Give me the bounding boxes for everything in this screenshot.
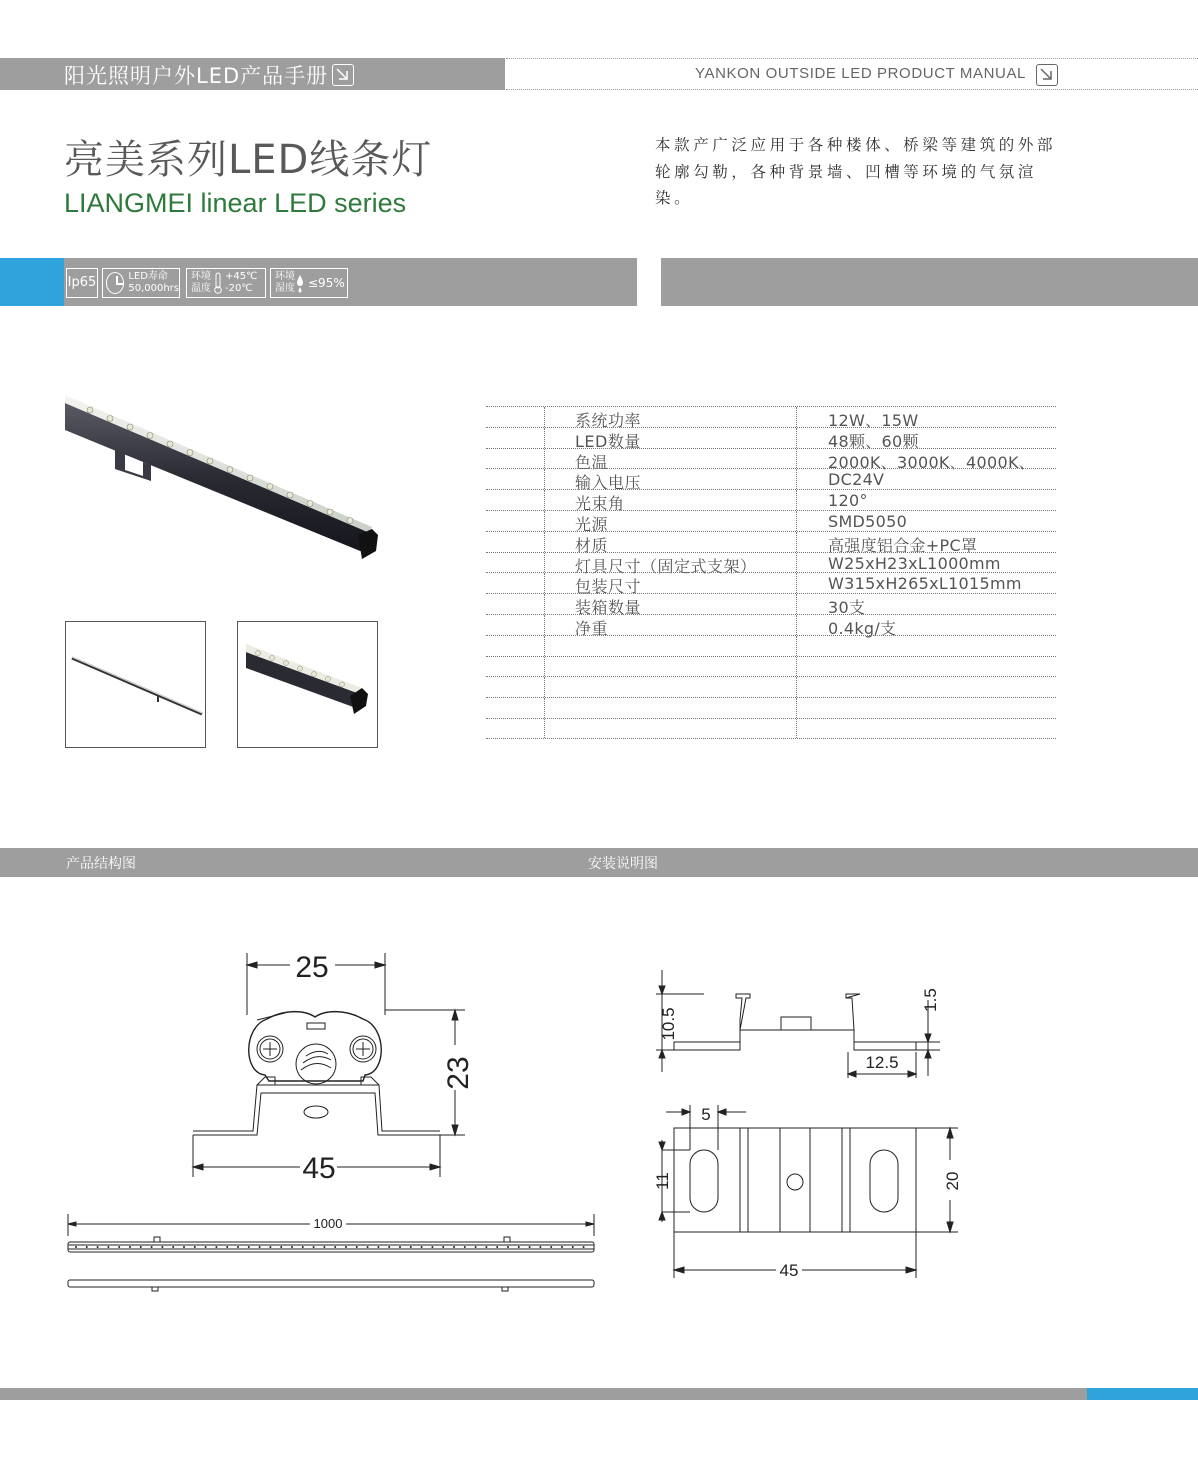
dim-width: 25 [295, 951, 329, 984]
led-dot [151, 1246, 153, 1248]
led-life-label: LED寿命 [128, 271, 168, 282]
product-thumbnail-detail[interactable] [237, 621, 378, 748]
hum-label: 环境 [275, 271, 295, 282]
led-dot [475, 1246, 477, 1248]
table-row [486, 510, 1056, 534]
ip-rating: Ip65 [67, 275, 97, 290]
hum-label-2: 湿度 [275, 283, 295, 294]
arrow-box-icon [332, 64, 354, 86]
led-dot [334, 1246, 336, 1248]
spec-key: 系统功率 [575, 411, 642, 430]
led-dot [572, 1246, 574, 1248]
led-dot [291, 1246, 293, 1248]
led-dot [485, 1246, 487, 1248]
table-row [486, 676, 1056, 697]
led-dot [215, 1246, 217, 1248]
temp-label-2: 温度 [191, 283, 211, 294]
humidity-badge [270, 268, 348, 298]
length-drawing [62, 1212, 602, 1298]
spec-value: SMD5050 [828, 511, 908, 531]
spec-key: 光源 [575, 514, 609, 534]
accent-bar [0, 258, 64, 306]
feature-bar-right [661, 258, 1198, 306]
led-dot [345, 1246, 347, 1248]
section-install-title: 安装说明图 [588, 856, 658, 872]
led-dot [496, 1246, 498, 1248]
led-dot [75, 1246, 77, 1248]
led-dot [464, 1246, 466, 1248]
led-dot [561, 1246, 563, 1248]
spec-value: 30支 [828, 598, 866, 618]
led-dot [410, 1246, 412, 1248]
arrow-box-icon [1036, 64, 1058, 86]
product-thumbnail-full[interactable] [65, 621, 206, 748]
led-dot [399, 1246, 401, 1248]
page-title-cn: 亮美系列LED线条灯 [64, 137, 433, 183]
led-dot [529, 1246, 531, 1248]
section-structure-title: 产品结构图 [66, 856, 136, 872]
dim-slot-height: 11 [653, 1172, 672, 1190]
spec-value: 0.4kg/支 [828, 618, 897, 638]
led-dot [248, 1246, 250, 1248]
spec-table [486, 406, 1056, 739]
installation-drawing [648, 960, 962, 1290]
led-dot [583, 1246, 585, 1248]
table-row [486, 572, 1056, 597]
cross-section-drawing [185, 945, 485, 1185]
product-image [60, 395, 390, 575]
led-dot [323, 1246, 325, 1248]
led-dot [237, 1246, 239, 1248]
led-dot [269, 1246, 271, 1248]
temp-high: +45℃ [225, 271, 258, 282]
table-row [486, 656, 1056, 677]
dim-plate-height: 20 [943, 1171, 962, 1191]
table-row [486, 635, 1056, 656]
product-detail-view [238, 622, 377, 747]
table-row [486, 427, 1056, 451]
product-full-view [66, 622, 205, 747]
led-dot [183, 1246, 185, 1248]
spec-value: 48颗、60颗 [828, 431, 919, 451]
led-dot [226, 1246, 228, 1248]
led-dot [280, 1246, 282, 1248]
led-dot [507, 1246, 509, 1248]
led-dot [194, 1246, 196, 1248]
led-dot [86, 1246, 88, 1248]
temperature-badge [186, 268, 266, 298]
table-row [486, 614, 1056, 638]
led-dot [453, 1246, 455, 1248]
table-row [486, 593, 1056, 618]
table-row [486, 406, 1056, 430]
thermometer-icon [212, 271, 224, 295]
led-dot [259, 1246, 261, 1248]
header-right-bar [506, 58, 1198, 90]
table-row [486, 697, 1056, 718]
led-life-value: 50,000hrs [128, 283, 179, 294]
led-dot [367, 1246, 369, 1248]
dim-height: 23 [442, 1056, 475, 1090]
spec-key: LED数量 [575, 431, 641, 451]
dim-slot-width: 5 [701, 1105, 711, 1124]
spec-key: 色温 [575, 452, 609, 472]
dim-bracket-height: 10.5 [659, 1007, 678, 1041]
header-left-bar [0, 58, 505, 90]
table-row [486, 448, 1056, 472]
hum-value: ≤95% [308, 276, 345, 290]
led-dot [118, 1246, 120, 1248]
page-title-en: LIANGMEI linear LED series [64, 188, 407, 218]
led-dot [421, 1246, 423, 1248]
spec-value: W315xH265xL1015mm [828, 574, 1022, 594]
spec-value: 高强度铝合金+PC罩 [828, 535, 978, 555]
led-dot [97, 1246, 99, 1248]
spec-key: 净重 [575, 618, 609, 638]
led-dot [302, 1246, 304, 1248]
spec-value: DC24V [828, 470, 885, 490]
led-dot [205, 1246, 207, 1248]
led-dot [539, 1246, 541, 1248]
led-dot [313, 1246, 315, 1248]
table-row [486, 718, 1056, 739]
dim-bracket: 45 [302, 1152, 336, 1185]
led-dot [388, 1246, 390, 1248]
table-row [486, 531, 1056, 555]
spec-value: 2000K、3000K、4000K、 [828, 452, 1036, 472]
footer-accent [1087, 1388, 1198, 1400]
footer-bar [0, 1388, 1087, 1400]
led-dot [442, 1246, 444, 1248]
dim-bracket-width: 12.5 [865, 1053, 899, 1072]
led-dot [140, 1246, 142, 1248]
spec-key: 装箱数量 [575, 598, 642, 618]
table-row [486, 552, 1056, 576]
spec-value: 120° [828, 491, 868, 511]
spec-key: 材质 [575, 535, 609, 555]
led-dot [356, 1246, 358, 1248]
droplet-icon [295, 271, 305, 295]
led-dot [550, 1246, 552, 1248]
led-dot [431, 1246, 433, 1248]
table-row [486, 468, 1056, 493]
led-dot [518, 1246, 520, 1248]
spec-value: 12W、15W [828, 411, 919, 430]
led-dot [377, 1246, 379, 1248]
clock-icon [106, 272, 124, 294]
product-description: 本款产广泛应用于各种楼体、桥梁等建筑的外部轮廓勾勒，各种背景墙、凹槽等环境的气氛渲染。 [655, 136, 1057, 207]
dim-length: 1000 [313, 1216, 343, 1231]
spec-key: 光束角 [575, 494, 625, 514]
dim-plate-width: 45 [779, 1261, 799, 1280]
led-life-badge [102, 268, 180, 298]
header-left-title: 阳光照明户外LED产品手册 [64, 60, 354, 90]
dim-bracket-thickness: 1.5 [921, 988, 940, 1012]
temp-label: 环境 [191, 271, 211, 282]
led-dot [107, 1246, 109, 1248]
led-dot [129, 1246, 131, 1248]
ip-rating-badge [66, 268, 98, 298]
spec-key: 输入电压 [575, 473, 642, 493]
table-row [486, 489, 1056, 514]
spec-key: 包装尺寸 [575, 577, 642, 597]
header-right-title: YANKON OUTSIDE LED PRODUCT MANUAL [695, 65, 1026, 82]
temp-low: -20℃ [225, 283, 253, 294]
led-dot [161, 1246, 163, 1248]
spec-value: W25xH23xL1000mm [828, 553, 1001, 573]
spec-key: 灯具尺寸（固定式支架） [575, 556, 757, 576]
section-bar [0, 848, 1198, 877]
led-dot [172, 1246, 174, 1248]
